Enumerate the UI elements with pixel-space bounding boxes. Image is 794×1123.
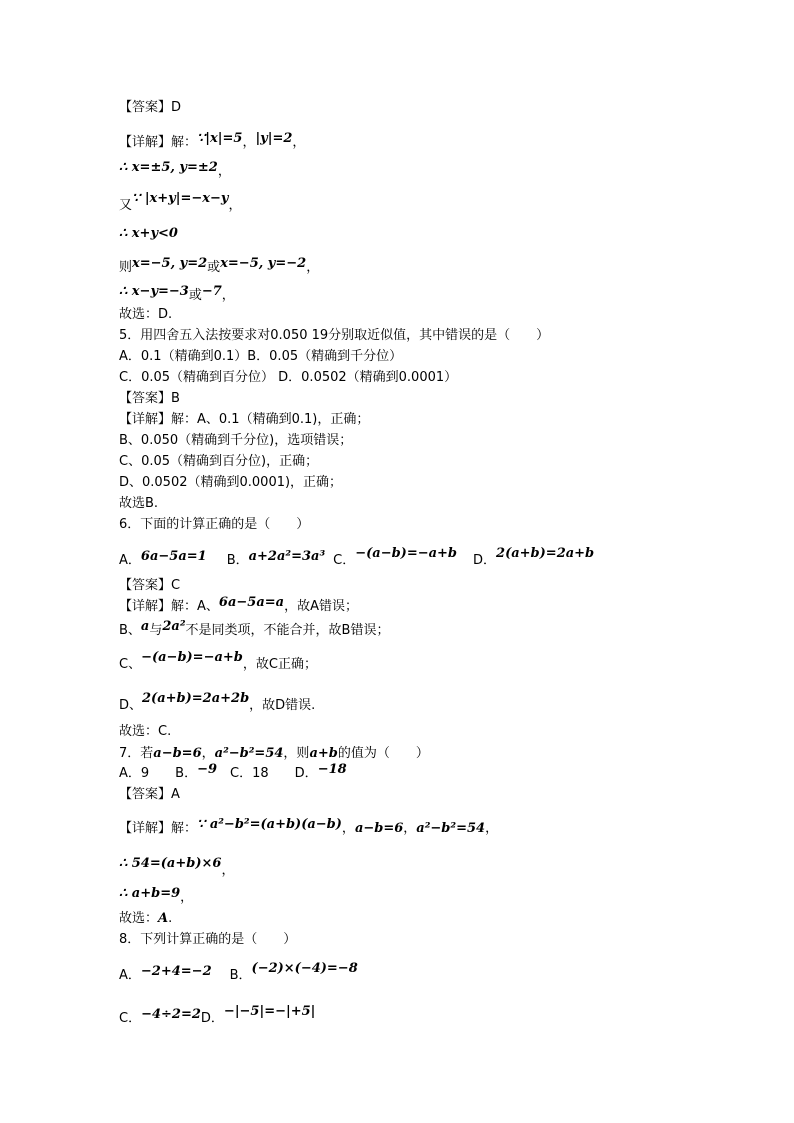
- question-6-stem: [119, 516, 309, 534]
- solution-line-q5-3: [119, 453, 318, 471]
- conclusion-q5: [119, 495, 158, 513]
- math-expression: x=−5, y=2: [132, 256, 208, 271]
- solution-line-q4-3: [119, 191, 242, 215]
- conclusion-q4: [119, 306, 172, 324]
- math-expression: 6a−5a=a: [218, 595, 285, 610]
- question-5-options-cd: [119, 369, 457, 387]
- solution-line-q5-4: [119, 474, 342, 492]
- text-segment: ，: [242, 135, 256, 150]
- solution-line-q4-4: [119, 225, 178, 243]
- math-expression: x=−5, y=−2: [220, 256, 307, 271]
- math-expression: a: [140, 619, 150, 634]
- conclusion-q7: [119, 910, 172, 928]
- text-line: 8．下列计算正确的是（ ）: [119, 932, 297, 947]
- text-segment: 又: [119, 198, 133, 213]
- option-label: C．: [333, 553, 356, 568]
- answer-label-q4: [119, 99, 181, 117]
- text-segment: ，则: [283, 746, 310, 761]
- math-expression: ∵ |x+y|=−x−y: [132, 191, 229, 206]
- text-segment: 【详解】解：A、: [119, 599, 219, 614]
- text-segment: 或: [207, 260, 221, 275]
- text-segment: D、: [119, 698, 143, 713]
- text-line: 故选B.: [119, 496, 159, 511]
- math-expression: ∴ a+b=9: [119, 886, 181, 901]
- text-segment: 的值为（ ）: [337, 746, 429, 761]
- math-expression: A: [158, 911, 169, 926]
- math-expression: a−b=6: [354, 821, 404, 836]
- math-expression: −2+4=−2: [140, 964, 212, 979]
- text-segment: ，: [292, 135, 306, 150]
- text-line: 故选：C.: [119, 724, 172, 739]
- text-segment: ，: [403, 821, 417, 836]
- text-segment: 7．若: [119, 746, 154, 761]
- text-segment: 不是同类项，不能合并，故B错误；: [185, 623, 390, 638]
- text-line: 5．用四舍五入法按要求对0.050 19分别取近似值，其中错误的是（ ）: [119, 328, 550, 343]
- text-segment: ，: [217, 164, 231, 179]
- answer-label-q7: [119, 786, 180, 804]
- option-label: A．: [119, 968, 141, 983]
- text-segment: 故选：: [119, 911, 159, 926]
- math-expression: −(a−b)=−a+b: [355, 546, 458, 561]
- math-expression: 2a²: [162, 619, 186, 634]
- text-line: A．0.1（精确到0.1）B．0.05（精确到千分位）: [119, 349, 403, 364]
- math-expression: −18: [317, 762, 347, 777]
- math-expression: a+2a²=3a³: [248, 549, 326, 564]
- text-segment: ，故A错误；: [284, 599, 358, 614]
- option-label: B．: [229, 968, 252, 983]
- text-segment: ，故C正确；: [242, 657, 317, 672]
- math-expression: −7: [201, 284, 222, 299]
- math-expression: ∴ x+y<0: [119, 226, 178, 241]
- text-segment: ，故D错误.: [249, 698, 316, 713]
- text-line: 【答案】A: [119, 787, 180, 802]
- math-expression: a²−b²=54: [416, 821, 486, 836]
- text-line: 【答案】D: [119, 100, 182, 115]
- option-text: A．9 B．: [119, 766, 198, 781]
- solution-line-q5-1: [119, 411, 369, 429]
- text-segment: ，: [180, 890, 194, 905]
- math-expression: ∴ x=±5, y=±2: [119, 160, 218, 175]
- option-label: D．: [473, 553, 497, 568]
- question-5-options-ab: [119, 348, 402, 366]
- option-label: B．: [226, 553, 249, 568]
- solution-line-q4-1: [119, 131, 306, 152]
- math-expression: −9: [197, 762, 218, 777]
- text-line: B、0.050（精确到千分位)，选项错误；: [119, 433, 353, 448]
- text-segment: ，: [341, 821, 355, 836]
- text-line: C．0.05（精确到百分位） D．0.0502（精确到0.0001）: [119, 370, 458, 385]
- solution-line-q5-2: [119, 432, 352, 450]
- text-line: 【答案】C: [119, 578, 181, 593]
- text-line: C、0.05（精确到百分位)，正确；: [119, 454, 319, 469]
- option-label: A．: [119, 553, 141, 568]
- math-expression: −4÷2=2: [141, 1007, 201, 1022]
- option-label: C．: [119, 1011, 142, 1026]
- option-label: D．: [200, 1011, 224, 1026]
- text-segment: ，: [485, 821, 499, 836]
- text-segment: 【详解】解：: [119, 135, 198, 150]
- answer-label-q6: [119, 577, 180, 595]
- answer-label-q5: [119, 390, 180, 408]
- solution-line-q6-2: [119, 619, 390, 640]
- math-expression: ∴ x−y=−3: [119, 284, 189, 299]
- text-segment: ，: [221, 288, 235, 303]
- math-expression: −|−5|=−|+5|: [223, 1004, 316, 1019]
- text-segment: B、: [119, 623, 141, 638]
- question-5-stem: [119, 327, 549, 345]
- math-expression: a+b: [309, 746, 338, 761]
- math-expression: ∵ a²−b²=(a+b)(a−b): [197, 817, 342, 832]
- text-segment: 则: [119, 260, 133, 275]
- math-expression: −(a−b)=−a+b: [141, 650, 243, 665]
- text-segment: .: [168, 911, 173, 926]
- question-6-options: [119, 546, 595, 570]
- text-segment: ，: [228, 198, 242, 213]
- math-expression: |y|=2: [255, 131, 293, 146]
- math-expression: ∵|x|=5: [197, 131, 243, 146]
- text-segment: C、: [119, 657, 142, 672]
- text-segment: ，: [221, 863, 235, 878]
- solution-line-q6-4: [119, 691, 316, 715]
- question-7-options: [119, 762, 347, 783]
- text-segment: 与: [149, 623, 163, 638]
- math-expression: (−2)×(−4)=−8: [251, 961, 358, 976]
- solution-line-q6-3: [119, 650, 317, 674]
- text-line: D、0.0502（精确到0.0001)，正确；: [119, 475, 343, 490]
- text-segment: ，: [306, 260, 320, 275]
- text-segment: 【详解】解：: [119, 821, 198, 836]
- math-expression: ∴ 54=(a+b)×6: [119, 856, 222, 871]
- solution-line-q7-3: [119, 886, 194, 907]
- text-line: 【详解】解：A、0.1（精确到0.1)，正确；: [119, 412, 370, 427]
- math-expression: 2(a+b)=2a+b: [496, 546, 595, 561]
- text-segment: ，: [201, 746, 215, 761]
- text-segment: 或: [188, 288, 202, 303]
- math-expression: a²−b²=54: [214, 746, 284, 761]
- solution-line-q4-5: [119, 256, 320, 277]
- math-expression: 6a−5a=1: [140, 549, 207, 564]
- question-8-options-ab: [119, 961, 358, 985]
- text-line: 6．下面的计算正确的是（ ）: [119, 517, 310, 532]
- solution-line-q4-2: [119, 160, 231, 181]
- solution-line-q7-1: [119, 817, 499, 838]
- option-text: C．18 D．: [217, 766, 318, 781]
- text-line: 故选：D.: [119, 307, 173, 322]
- solution-line-q7-2: [119, 856, 235, 880]
- question-8-stem: [119, 931, 296, 949]
- question-8-options-cd: [119, 1004, 316, 1028]
- math-expression: a−b=6: [153, 746, 202, 761]
- text-line: 【答案】B: [119, 391, 180, 406]
- solution-line-q4-6: [119, 284, 235, 305]
- conclusion-q6: [119, 723, 171, 741]
- question-7-stem: [119, 745, 429, 763]
- solution-line-q6-1: [119, 595, 358, 616]
- math-expression: 2(a+b)=2a+2b: [142, 691, 250, 706]
